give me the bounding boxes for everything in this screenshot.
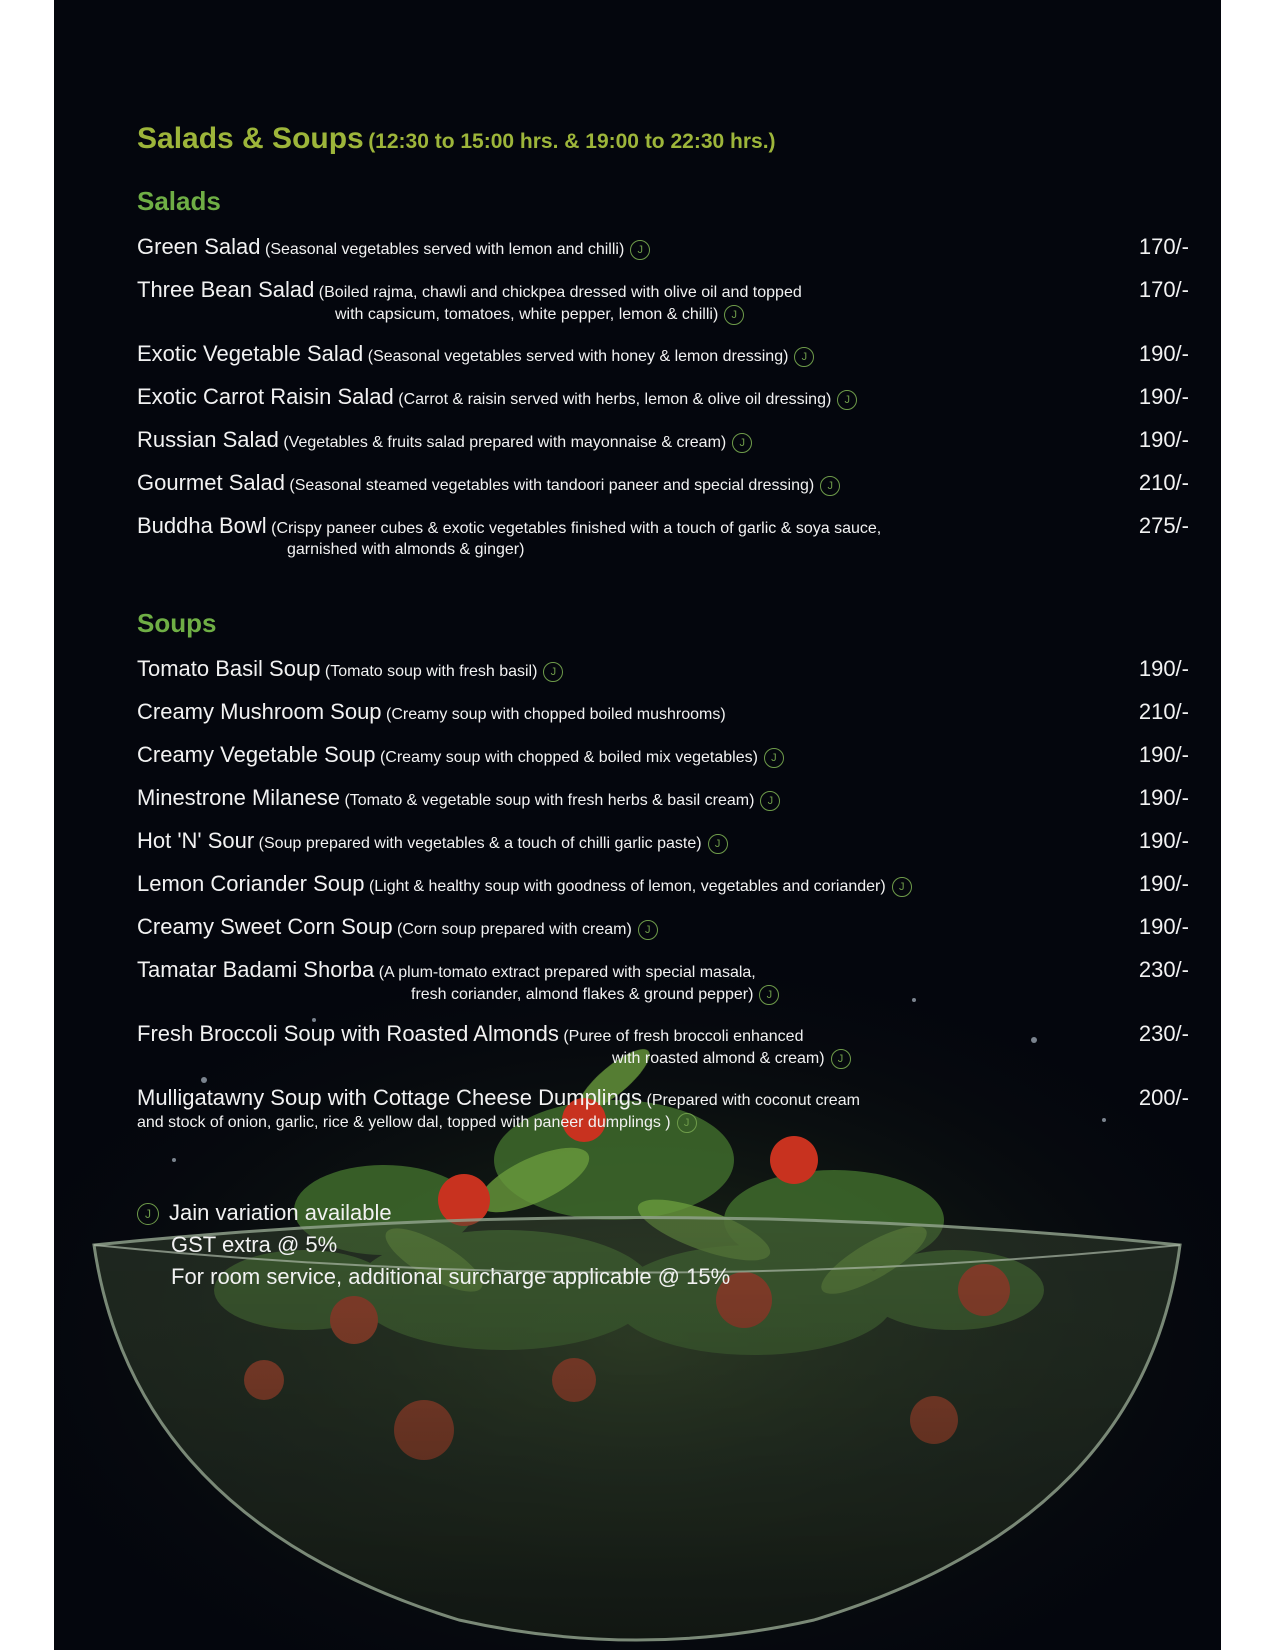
- soups-heading: Soups: [137, 608, 217, 638]
- item-name: Creamy Vegetable Soup: [137, 742, 376, 767]
- item-description: (Soup prepared with vegetables & a touch of chilli garlic paste): [258, 835, 702, 852]
- item-description: (Seasonal vegetables served with lemon and chilli): [264, 241, 625, 258]
- item-name: Green Salad: [137, 234, 261, 259]
- menu-item: [137, 470, 1189, 496]
- jain-icon: J: [732, 433, 752, 453]
- item-description-cont: and stock of onion, garlic, rice & yellow dal, topped with paneer dumplings ): [137, 1114, 671, 1132]
- item-description-cont: with capsicum, tomatoes, white pepper, lemon & chilli): [335, 306, 719, 324]
- item-name: Tamatar Badami Shorba: [137, 957, 375, 982]
- menu-item: [137, 957, 1189, 1005]
- item-name: Fresh Broccoli Soup with Roasted Almonds: [137, 1021, 559, 1046]
- menu-item: [137, 656, 1189, 682]
- item-price: 275/-: [1138, 513, 1189, 538]
- jain-icon: J: [820, 476, 840, 496]
- item-price: 230/-: [1138, 1021, 1189, 1046]
- item-description: (Puree of fresh broccoli enhanced: [563, 1028, 804, 1045]
- menu-item: [137, 234, 1189, 260]
- item-price: 190/-: [1138, 742, 1189, 767]
- item-description: (Boiled rajma, chawli and chickpea dressed with olive oil and topped: [318, 284, 802, 301]
- item-description: (Seasonal steamed vegetables with tandoori paneer and special dressing): [289, 477, 815, 494]
- item-price: 170/-: [1138, 277, 1189, 302]
- service-hours: (12:30 to 15:00 hrs. & 19:00 to 22:30 hrs.): [368, 130, 776, 153]
- menu-item: [137, 828, 1189, 854]
- menu-item: [137, 384, 1189, 410]
- menu-item: [137, 427, 1189, 453]
- item-name: Exotic Carrot Raisin Salad: [137, 384, 394, 409]
- item-name: Mulligatawny Soup with Cottage Cheese Dumplings: [137, 1085, 643, 1110]
- jain-icon: J: [892, 877, 912, 897]
- jain-icon: J: [760, 791, 780, 811]
- item-description: (Creamy soup with chopped & boiled mix vegetables): [379, 749, 758, 766]
- item-description-cont: with roasted almond & cream): [612, 1050, 825, 1068]
- menu-item: [137, 699, 1189, 725]
- menu-item: [137, 742, 1189, 768]
- item-description-cont: garnished with almonds & ginger): [287, 541, 525, 558]
- item-description: (Tomato & vegetable soup with fresh herbs & basil cream): [344, 792, 755, 809]
- item-name: Buddha Bowl: [137, 513, 267, 538]
- jain-icon: J: [638, 920, 658, 940]
- menu-item: [137, 1021, 1189, 1069]
- item-name: Three Bean Salad: [137, 277, 315, 302]
- item-description: (Corn soup prepared with cream): [397, 921, 632, 938]
- item-name: Tomato Basil Soup: [137, 656, 321, 681]
- jain-icon: J: [764, 748, 784, 768]
- item-name: Minestrone Milanese: [137, 785, 340, 810]
- menu-item: [137, 277, 1189, 325]
- jain-icon: J: [677, 1113, 697, 1133]
- salads-heading: Salads: [137, 186, 221, 216]
- item-price: 210/-: [1138, 699, 1189, 724]
- item-description: (Creamy soup with chopped boiled mushrooms): [386, 706, 726, 723]
- menu-item: [137, 1085, 1189, 1133]
- menu-item: [137, 341, 1189, 367]
- item-price: 170/-: [1138, 234, 1189, 259]
- item-description-cont: fresh coriander, almond flakes & ground pepper): [411, 986, 754, 1004]
- jain-icon: J: [837, 390, 857, 410]
- item-description: (Vegetables & fruits salad prepared with mayonnaise & cream): [283, 434, 727, 451]
- menu-item: [137, 785, 1189, 811]
- item-description: (Prepared with coconut cream: [646, 1092, 860, 1109]
- item-price: 190/-: [1138, 427, 1189, 452]
- menu-notes: [137, 1200, 730, 1296]
- room-service-note: For room service, additional surcharge applicable @ 15%: [171, 1264, 731, 1289]
- jain-note: Jain variation available: [169, 1200, 392, 1225]
- jain-icon: J: [137, 1203, 159, 1225]
- item-name: Russian Salad: [137, 427, 279, 452]
- item-price: 190/-: [1138, 871, 1189, 896]
- jain-icon: J: [630, 240, 650, 260]
- item-description: (A plum-tomato extract prepared with special masala,: [378, 964, 756, 981]
- item-name: Hot 'N' Sour: [137, 828, 255, 853]
- jain-icon: J: [794, 347, 814, 367]
- item-price: 210/-: [1138, 470, 1189, 495]
- item-price: 190/-: [1138, 656, 1189, 681]
- menu-title: [137, 122, 776, 156]
- jain-icon: J: [708, 834, 728, 854]
- item-name: Creamy Mushroom Soup: [137, 699, 382, 724]
- item-price: 190/-: [1138, 828, 1189, 853]
- item-price: 230/-: [1138, 957, 1189, 982]
- menu-title-text: Salads & Soups: [137, 122, 364, 155]
- item-description: (Carrot & raisin served with herbs, lemon & olive oil dressing): [398, 391, 832, 408]
- item-price: 190/-: [1138, 914, 1189, 939]
- item-price: 190/-: [1138, 341, 1189, 366]
- item-name: Lemon Coriander Soup: [137, 871, 365, 896]
- item-price: 190/-: [1138, 384, 1189, 409]
- menu-item: [137, 513, 1189, 559]
- item-name: Gourmet Salad: [137, 470, 285, 495]
- jain-icon: J: [543, 662, 563, 682]
- item-description: (Light & healthy soup with goodness of lemon, vegetables and coriander): [368, 878, 886, 895]
- item-price: 190/-: [1138, 785, 1189, 810]
- jain-icon: J: [831, 1049, 851, 1069]
- item-description: (Seasonal vegetables served with honey & lemon dressing): [367, 348, 789, 365]
- menu-item: [137, 871, 1189, 897]
- gst-note: GST extra @ 5%: [171, 1232, 338, 1257]
- jain-icon: J: [759, 985, 779, 1005]
- menu-item: [137, 914, 1189, 940]
- item-name: Exotic Vegetable Salad: [137, 341, 364, 366]
- item-description: (Tomato soup with fresh basil): [324, 663, 538, 680]
- item-description: (Crispy paneer cubes & exotic vegetables finished with a touch of garlic & soya sauce,: [271, 520, 882, 537]
- item-price: 200/-: [1138, 1085, 1189, 1110]
- jain-icon: J: [724, 305, 744, 325]
- menu-page: [54, 0, 1221, 1650]
- item-name: Creamy Sweet Corn Soup: [137, 914, 393, 939]
